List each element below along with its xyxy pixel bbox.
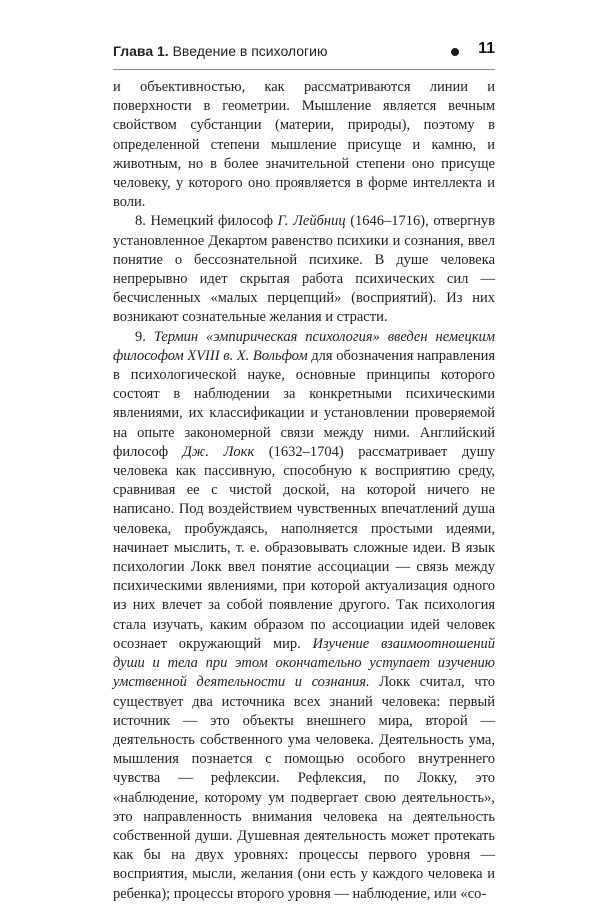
chapter-number: Глава 1.	[113, 43, 169, 59]
italic-run: Дж. Локк	[182, 443, 255, 460]
text-run: (1632–1704) рассматривает душу человека как пассивную, способную к восприятию среду, сравнивая ее с чистой доской, на которой ничего не написано. Под воздействием чувственных впечатлений душа человека, пробуждаясь, наполняется простыми идеями, начинает мыслить, т. е. образовывать сложные идеи. В язык психологии Локк ввел понятие ассоциации — связь между психическими явлениями, при которой актуализация одного из них влечет за собой появление другого. Так психология стала изучать, каким образом по ассоциации идей человек осознает окружающий мир.	[113, 443, 495, 652]
paragraph-continuation	[113, 78, 495, 212]
italic-run: Изучение взаимоотношений души и тела при этом окончательно уступает изучению умственной деятельности и сознания.	[113, 635, 496, 691]
italic-run: Термин «эмпирическая психология» введен немецким философом XVIII в. Х. Вольфом	[113, 328, 496, 364]
paragraph-leibniz	[113, 212, 495, 327]
text-run: (1646–1716), отвергнув установленное Декартом равенство психики и сознания, ввел понятие о бессознательной психике. В душе человека непрерывно идет скрытая работа психических сил — бесчисленных «малых перцепций» (восприятий). Из них возникают сознательные желания и страсти.	[113, 213, 495, 326]
page-number: 11	[478, 40, 495, 57]
italic-run: Г. Лейбниц	[277, 213, 346, 230]
text-run: 8. Немецкий философ	[135, 213, 278, 230]
text-run: Локк считал, что существует два источника всех знаний человека: первый источник — это объекты внешнего мира, второй — деятельность собственного ума человека. Деятельность ума, мышления познается с помощью особого внутреннего чувства — рефлексии. Рефлексия, по Локку, это «наблюдение, которому ум подвергает свою деятельность», это направленность внимания человека на деятельность собственной души. Душевная деятельность может протекать как бы на двух уровнях: процессы первого уровня — восприятия, мысли, желания (они есть у каждого человека и ребенка); процессы второго уровня — наблюдение, или «со-	[113, 674, 496, 902]
text-run: и объективностью, как рассматриваются линии и поверхности в геометрии. Мышление является вечным свойством субстанции (материи, природы), поэтому в определенной степени мышление присуще и камню, и животным, но в более значительной степени оно присуще человеку, у которого оно проявляется в форме интеллекта и воли.	[113, 79, 495, 211]
text-run: для обозначения направления в психологической науке, основные принципы которого состоят в наблюдении за конкретными психическими явлениями, их классификации и установлении проверяемой на опыте закономерной связи между ними. Английский философ	[113, 347, 496, 460]
text-run: 9.	[135, 328, 154, 345]
chapter-heading	[113, 43, 327, 59]
paragraph-empirical-psychology	[113, 328, 495, 904]
header-divider	[113, 69, 495, 70]
bullet-dot-icon	[451, 48, 459, 56]
page-body	[113, 78, 495, 904]
running-header	[113, 40, 495, 66]
chapter-title: Введение в психологию	[168, 43, 328, 59]
